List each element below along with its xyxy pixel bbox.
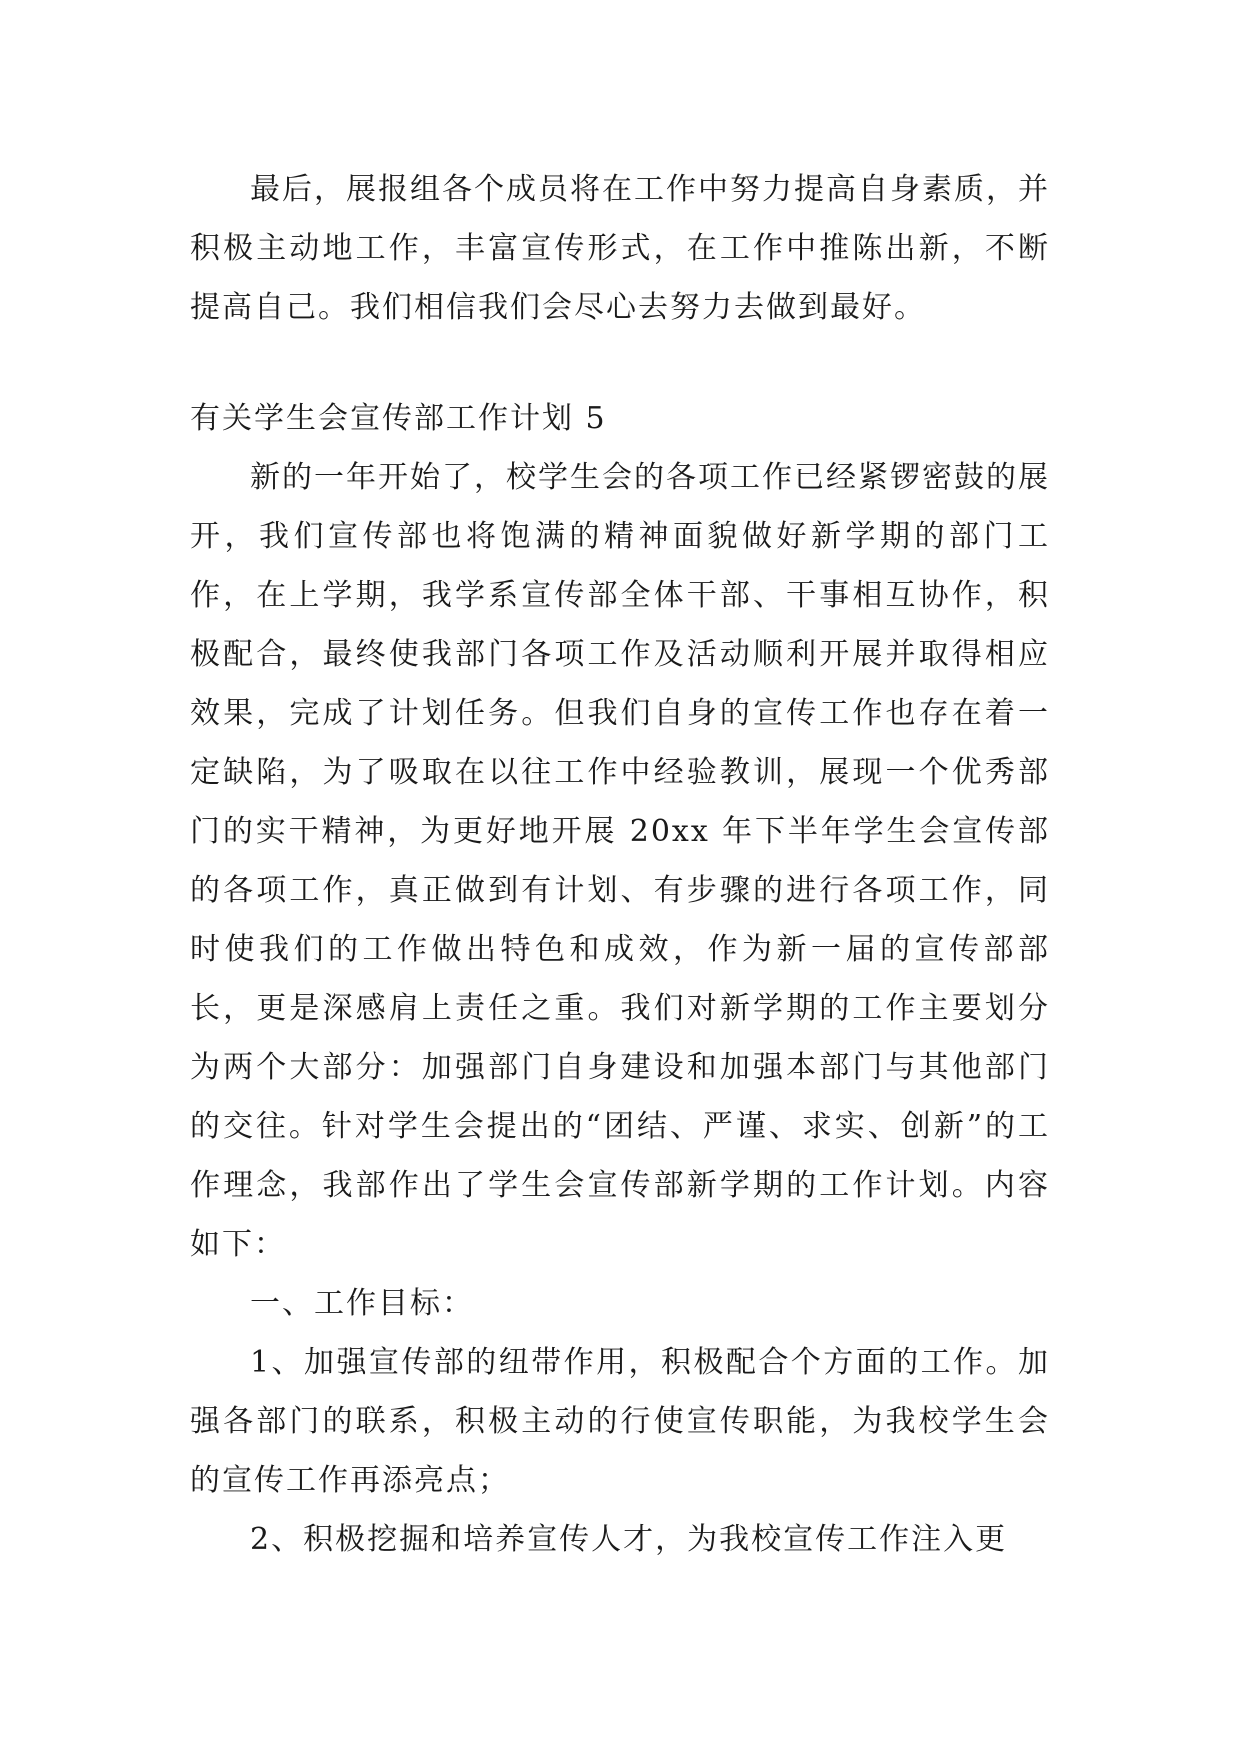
document-page (190, 160, 1050, 1569)
goal-item-2: 2、积极挖掘和培养宣传人才，为我校宣传工作注入更 (250, 1522, 1008, 1557)
body-paragraph: 新的一年开始了，校学生会的各项工作已经紧锣密鼓的展开，我们宣传部也将饱满的精神面貌做好新学期的部门工作，在上学期，我学系宣传部全体干部、干事相互协作，积极配合，最终使我部门各项工作及活动顺利开展并取得相应效果，完成了计划任务。但我们自身的宣传工作也存在着一定缺陷，为了吸取在以往工作中经验教训，展现一个优秀部门的实干精神，为更好地开展 20xx 年下半年学生会宣传部的各项工作，真正做到有计划、有步骤的进行各项工作，同时使我们的工作做出特色和成效，作为新一届的宣传部部长，更是深感肩上责任之重。我们对新学期的工作主要划分为两个大部分：加强部门自身建设和加强本部门与其他部门的交往。针对学生会提出的“团结、严谨、求实、创新”的工作理念，我部作出了学生会宣传部新学期的工作计划。内容如下： (190, 460, 1050, 1262)
section-title: 有关学生会宣传部工作计划 5 (190, 401, 607, 436)
intro-paragraph: 最后，展报组各个成员将在工作中努力提高自身素质，并积极主动地工作，丰富宣传形式，在工作中推陈出新，不断提高自己。我们相信我们会尽心去努力去做到最好。 (190, 172, 1050, 325)
goal-item-1: 1、加强宣传部的纽带作用，积极配合个方面的工作。加强各部门的联系，积极主动的行使宣传职能，为我校学生会的宣传工作再添亮点； (190, 1345, 1050, 1498)
goals-heading: 一、工作目标： (250, 1286, 474, 1321)
